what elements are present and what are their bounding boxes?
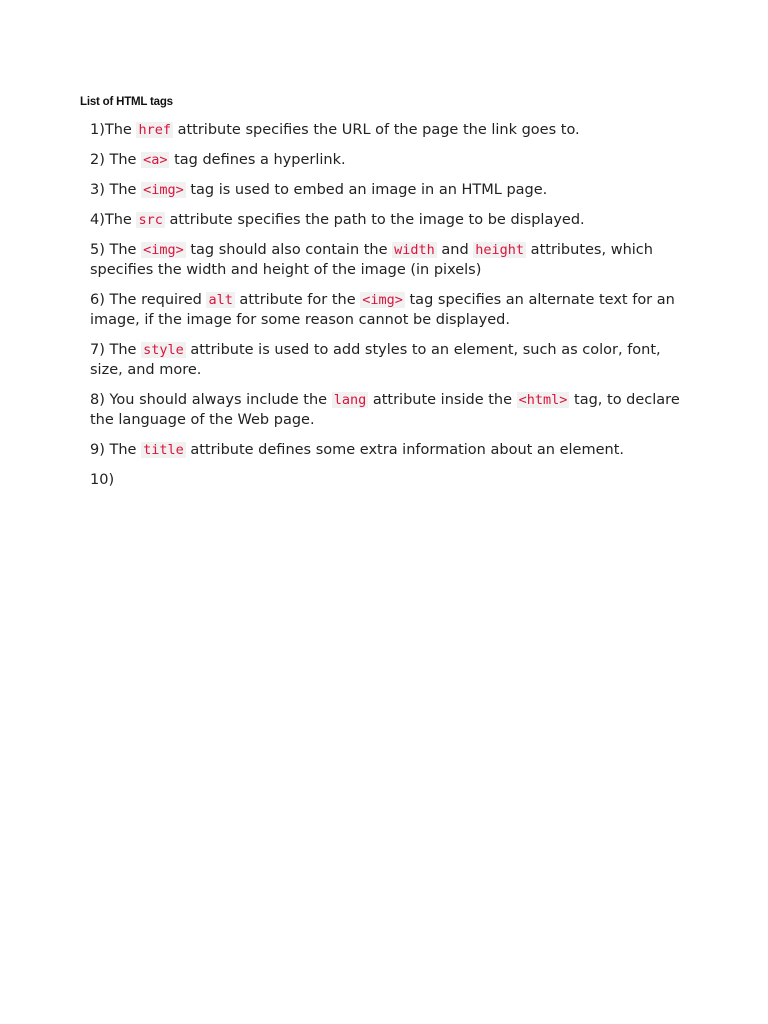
- code-keyword: lang: [333, 392, 367, 408]
- item-text: 7) The: [90, 342, 142, 358]
- item-text: 3) The: [90, 182, 142, 198]
- code-keyword: alt: [208, 292, 233, 308]
- code-keyword: <html>: [518, 392, 568, 408]
- item-text: 1)The: [90, 122, 137, 138]
- list-item: [90, 390, 690, 430]
- list-item: [90, 440, 690, 460]
- list-item: [90, 210, 690, 230]
- item-text: attribute specifies the URL of the page the link goes to.: [172, 122, 580, 138]
- code-keyword: <img>: [143, 182, 184, 198]
- item-text: attribute inside the: [368, 392, 517, 408]
- code-keyword: style: [143, 342, 184, 358]
- item-text: tag defines a hyperlink.: [169, 152, 346, 168]
- item-text: 6) The required: [90, 292, 207, 308]
- list-item: [90, 340, 690, 380]
- list-item: [90, 290, 690, 330]
- code-keyword: href: [138, 122, 171, 138]
- list-item: [90, 180, 690, 200]
- code-keyword: <a>: [143, 152, 168, 168]
- item-text: tag is used to embed an image in an HTML page.: [185, 182, 548, 198]
- code-keyword: height: [475, 242, 525, 258]
- code-keyword: <img>: [362, 292, 403, 308]
- item-text: attribute for the: [234, 292, 361, 308]
- item-text: tag, to declare the language of the Web page.: [90, 392, 680, 428]
- item-text: tag should also contain the: [185, 242, 393, 258]
- code-keyword: width: [394, 242, 435, 258]
- list-item: [90, 120, 690, 140]
- code-keyword: <img>: [143, 242, 184, 258]
- code-keyword: title: [143, 442, 184, 458]
- tag-list: [90, 120, 690, 490]
- document-title: List of HTML tags: [80, 96, 173, 108]
- item-text: attribute defines some extra information about an element.: [185, 442, 625, 458]
- document-page: [80, 92, 690, 500]
- item-text: attribute specifies the path to the image to be displayed.: [164, 212, 585, 228]
- list-item: [90, 240, 690, 280]
- item-text: 4)The: [90, 212, 137, 228]
- list-item: [90, 470, 690, 490]
- item-text: 8) You should always include the: [90, 392, 332, 408]
- item-text: 9) The: [90, 442, 142, 458]
- item-text: 2) The: [90, 152, 142, 168]
- item-text: 10): [90, 472, 115, 488]
- item-text: tag specifies an alternate text for an image, if the image for some reason cannot be displayed.: [90, 292, 675, 328]
- code-keyword: src: [138, 212, 163, 228]
- item-text: and: [436, 242, 474, 258]
- item-text: attributes, which specifies the width and height of the image (in pixels): [90, 242, 653, 278]
- item-text: attribute is used to add styles to an element, such as color, font, size, and more.: [90, 342, 661, 378]
- list-item: [90, 150, 690, 170]
- item-text: 5) The: [90, 242, 142, 258]
